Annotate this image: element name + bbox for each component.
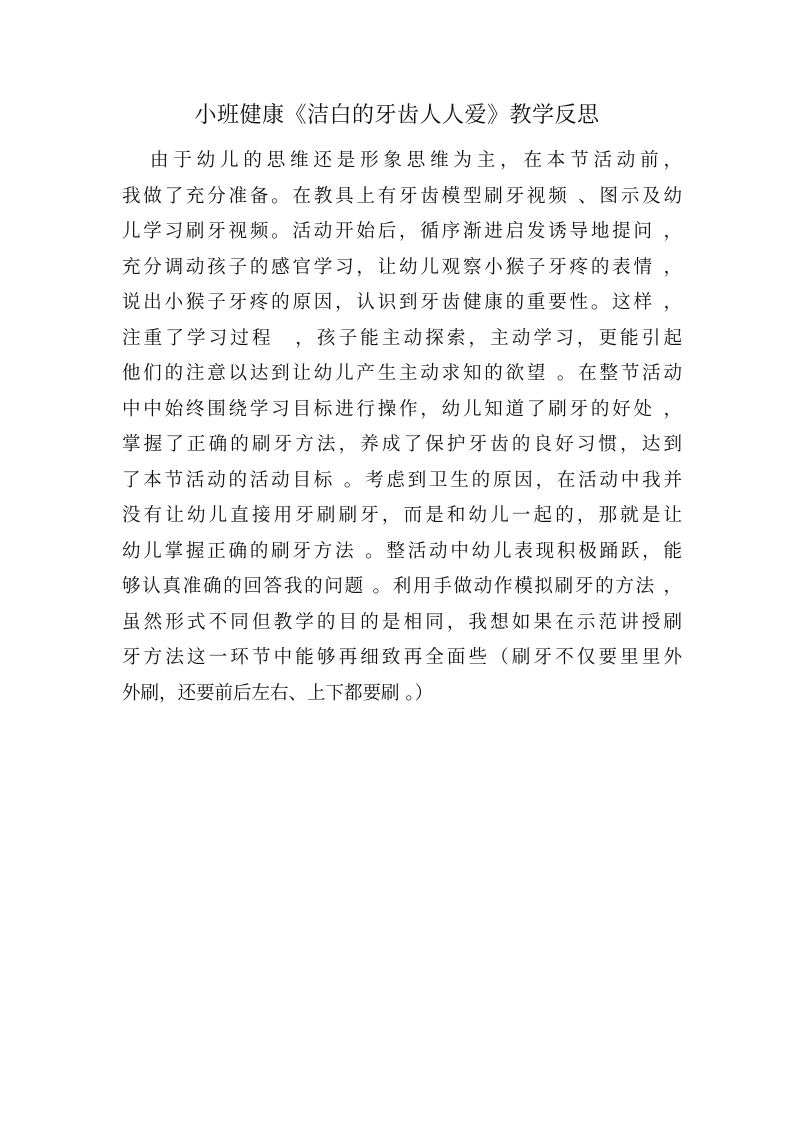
paragraph-line: 注重了学习过程 ，孩子能主动探索，主动学习，更能引起 bbox=[122, 327, 682, 349]
paragraph-line: 他们的注意以达到让幼儿产生主动求知的欲望 。在整节活动 bbox=[122, 363, 682, 384]
paragraph-line: 幼儿掌握正确的刷牙方法 。整活动中幼儿表现积极踊跃，能 bbox=[122, 540, 682, 562]
document-title: 小班健康《洁白的牙齿人人爱》教学反思 bbox=[194, 103, 600, 128]
paragraph-line: 由于幼儿的思维还是形象思维为主，在本节活动前， bbox=[150, 150, 682, 171]
paragraph-line: 虽然形式不同但教学的目的是相同，我想如果在示范讲授刷 bbox=[122, 611, 682, 633]
paragraph-line: 我做了充分准备。在教具上有牙齿模型刷牙视频 、图示及幼 bbox=[122, 185, 682, 207]
paragraph-line: 没有让幼儿直接用牙刷刷牙，而是和幼儿一起的，那就是让 bbox=[122, 505, 682, 526]
paragraph-line: 说出小猴子牙疼的原因，认识到牙齿健康的重要性。这样 ， bbox=[122, 292, 682, 313]
paragraph-line: 够认真准确的回答我的问题 。利用手做动作模拟刷牙的方法 ， bbox=[122, 576, 682, 597]
paragraph-line: 中中始终围绕学习目标进行操作，幼儿知道了刷牙的好处 ， bbox=[122, 398, 682, 420]
paragraph-line: 儿学习刷牙视频。活动开始后，循序渐进启发诱导地提问 ， bbox=[122, 221, 682, 242]
paragraph-line: 充分调动孩子的感官学习，让幼儿观察小猴子牙疼的表情 ， bbox=[122, 256, 682, 278]
paragraph-line: 掌握了正确的刷牙方法，养成了保护牙齿的良好习惯，达到 bbox=[122, 434, 682, 455]
document-body bbox=[122, 143, 682, 711]
paragraph-line: 牙方法这一环节中能够再细致再全面些（刷牙不仅要里里外 bbox=[122, 647, 682, 668]
paragraph-line: 外刷，还要前后左右、上下都要刷 。） bbox=[122, 682, 434, 704]
paragraph-line: 了本节活动的活动目标 。考虑到卫生的原因，在活动中我并 bbox=[122, 469, 682, 491]
